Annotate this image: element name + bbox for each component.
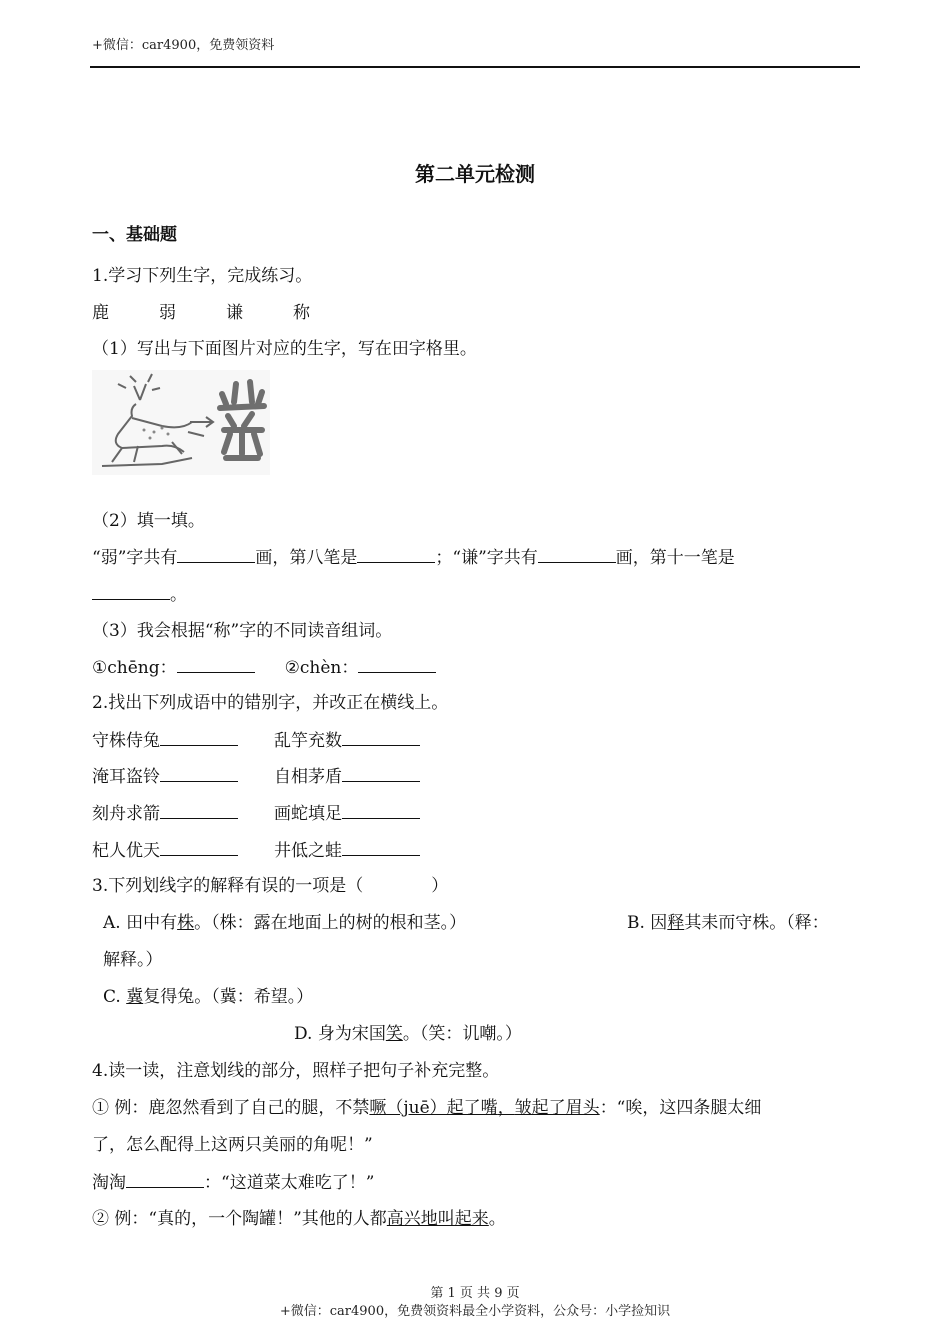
example-text: ② 例：“真的，一个陶罐！”其他的人都 bbox=[92, 1209, 387, 1229]
q1-part2-fill bbox=[92, 546, 735, 569]
q1-part2-fill-cont bbox=[92, 583, 187, 606]
q2-row-1b bbox=[274, 729, 420, 752]
page-number: 第 1 页 共 9 页 bbox=[430, 1286, 520, 1301]
q2-row-3 bbox=[92, 802, 238, 825]
option-text: D. 身为宋国 bbox=[294, 1024, 386, 1044]
q4-stem: 4.读一读，注意划线的部分，照样子把句子补充完整。 bbox=[92, 1061, 500, 1081]
q1-chars bbox=[92, 302, 360, 324]
idiom-blank[interactable] bbox=[342, 802, 420, 819]
underlined-phrase: 皱起了眉头 bbox=[514, 1098, 600, 1118]
fill-text-1: “弱”字共有 bbox=[92, 548, 178, 568]
underlined-char: 株 bbox=[177, 913, 195, 933]
idiom: 画蛇填足 bbox=[274, 804, 342, 824]
option-text: 其耒而守株。（释： bbox=[684, 913, 829, 933]
blank-1[interactable] bbox=[177, 546, 255, 563]
q2-row-4b bbox=[274, 839, 420, 862]
underlined-phrase: 噘（juē）起了嘴 bbox=[369, 1098, 498, 1118]
pinyin-b: ②chèn： bbox=[284, 658, 359, 678]
option-text: 。（笑：讥嘲。） bbox=[402, 1024, 522, 1044]
fill-end: 。 bbox=[170, 585, 187, 605]
underlined-char: 释 bbox=[667, 913, 685, 933]
deer-pictograph-image bbox=[92, 370, 270, 475]
q4-blank-1[interactable] bbox=[126, 1171, 204, 1188]
idiom: 守株侍兔 bbox=[92, 731, 160, 751]
option-text: C. bbox=[103, 987, 127, 1007]
blank-3[interactable] bbox=[538, 546, 616, 563]
q3-stem: 3.下列划线字的解释有误的一项是（ ） bbox=[92, 876, 449, 896]
q3-option-b[interactable] bbox=[627, 912, 829, 934]
pinyin-a: ①chēng： bbox=[92, 658, 177, 678]
q2-stem: 2.找出下列成语中的错别字，并改正在横线上。 bbox=[92, 693, 449, 713]
q4-fill-1 bbox=[92, 1171, 374, 1194]
q4-example-1-cont: 了，怎么配得上这两只美丽的角呢！” bbox=[92, 1135, 373, 1155]
q3-option-c[interactable] bbox=[103, 986, 313, 1008]
option-text: B. 因 bbox=[627, 913, 668, 933]
option-text: A. 田中有 bbox=[103, 913, 178, 933]
idiom-blank[interactable] bbox=[160, 802, 238, 819]
q3-option-a[interactable] bbox=[103, 912, 466, 934]
q2-row-2 bbox=[92, 765, 238, 788]
char-3: 谦 bbox=[226, 303, 243, 323]
idiom-blank[interactable] bbox=[342, 765, 420, 782]
header-watermark: +微信：car4900，免费领资料 bbox=[92, 38, 275, 53]
footer-watermark: +微信：car4900，免费领资料最全小学资料，公众号：小学捡知识 bbox=[279, 1304, 671, 1319]
example-text: ：“唉，这四条腿太细 bbox=[599, 1098, 762, 1118]
underlined-char: 冀 bbox=[126, 987, 144, 1007]
q2-row-3b bbox=[274, 802, 420, 825]
fill-text: 淘淘 bbox=[92, 1173, 126, 1193]
q3-option-d[interactable] bbox=[294, 1023, 522, 1045]
option-text: 。（株：露在地面上的树的根和茎。） bbox=[194, 913, 467, 933]
q1-part2: （2）填一填。 bbox=[92, 511, 205, 531]
idiom: 淹耳盗铃 bbox=[92, 767, 160, 787]
blank-chengA[interactable] bbox=[177, 656, 255, 673]
idiom: 刻舟求箭 bbox=[92, 804, 160, 824]
blank-chenB[interactable] bbox=[358, 656, 436, 673]
q2-row-2b bbox=[274, 765, 420, 788]
underlined-phrase: ， bbox=[497, 1098, 515, 1118]
idiom-blank[interactable] bbox=[342, 729, 420, 746]
char-1: 鹿 bbox=[92, 303, 109, 323]
idiom-blank[interactable] bbox=[160, 729, 238, 746]
q4-example-1 bbox=[92, 1097, 761, 1119]
char-2: 弱 bbox=[159, 303, 176, 323]
idiom-blank[interactable] bbox=[160, 765, 238, 782]
q3-option-b-cont: 解释。） bbox=[103, 950, 163, 970]
option-text: 复得兔。（冀：希望。） bbox=[143, 987, 314, 1007]
example-text: 。 bbox=[488, 1209, 506, 1229]
q2-row-4 bbox=[92, 839, 238, 862]
fill-text-3: ；“谦”字共有 bbox=[435, 548, 538, 568]
fill-text-4: 画，第十一笔是 bbox=[615, 548, 735, 568]
section-heading: 一、基础题 bbox=[92, 225, 177, 245]
blank-2[interactable] bbox=[357, 546, 435, 563]
idiom: 乱竽充数 bbox=[274, 731, 342, 751]
blank-4[interactable] bbox=[92, 583, 170, 600]
q1-stem: 1.学习下列生字，完成练习。 bbox=[92, 266, 313, 286]
underlined-char: 笑 bbox=[385, 1024, 403, 1044]
q1-part3-fill bbox=[92, 656, 436, 679]
idiom-blank[interactable] bbox=[160, 839, 238, 856]
idiom: 井低之蛙 bbox=[274, 841, 342, 861]
underlined-phrase: 高兴地叫起来 bbox=[386, 1209, 489, 1229]
idiom: 杞人优天 bbox=[92, 841, 160, 861]
q1-part3: （3）我会根据“称”字的不同读音组词。 bbox=[92, 621, 393, 641]
char-4: 称 bbox=[293, 303, 310, 323]
header-rule bbox=[90, 66, 860, 68]
idiom-blank[interactable] bbox=[342, 839, 420, 856]
fill-text-2: 画，第八笔是 bbox=[255, 548, 358, 568]
idiom: 自相茅盾 bbox=[274, 767, 342, 787]
fill-text: ：“这道菜太难吃了！” bbox=[204, 1173, 375, 1193]
q4-example-2 bbox=[92, 1208, 506, 1230]
example-text: ① 例：鹿忽然看到了自己的腿，不禁 bbox=[92, 1098, 370, 1118]
q1-part1: （1）写出与下面图片对应的生字，写在田字格里。 bbox=[92, 339, 477, 359]
page-title: 第二单元检测 bbox=[415, 162, 535, 186]
q2-row-1 bbox=[92, 729, 238, 752]
